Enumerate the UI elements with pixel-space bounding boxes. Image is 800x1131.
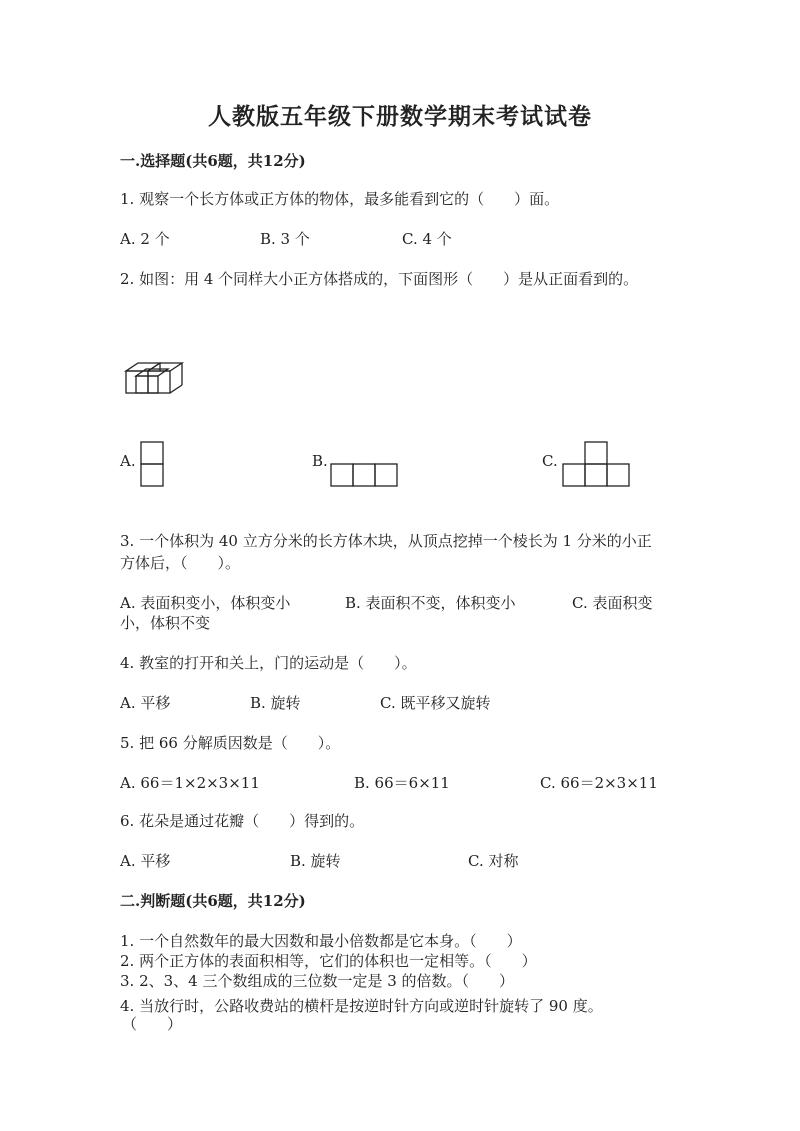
q1-option-a: A. 2 个 xyxy=(120,230,170,248)
q3-option-b: B. 表面积不变，体积变小 xyxy=(345,594,516,612)
q4-option-b: B. 旋转 xyxy=(250,694,301,712)
q3-text-line2: 方体后，（ ）。 xyxy=(120,554,241,572)
page-title: 人教版五年级下册数学期末考试试卷 xyxy=(208,103,592,130)
q6-option-a: A. 平移 xyxy=(120,852,171,870)
judge-item-3: 3. 2、3、4 三个数组成的三位数一定是 3 的倍数。（ ） xyxy=(120,972,515,990)
section1-heading: 一.选择题(共6题，共12分) xyxy=(120,152,306,170)
q3-text-line1: 3. 一个体积为 40 立方分米的长方体木块，从顶点挖掉一个棱长为 1 分米的小正 xyxy=(120,532,652,550)
section2-heading: 二.判断题(共6题，共12分) xyxy=(120,892,306,910)
q2-option-a: A. xyxy=(120,452,136,470)
q3-option-a: A. 表面积变小，体积变小 xyxy=(120,594,291,612)
q1-option-c: C. 4 个 xyxy=(402,230,452,248)
q5-option-c: C. 66＝2×3×11 xyxy=(540,774,658,792)
q2-option-a-figure xyxy=(140,440,166,488)
q1-option-b: B. 3 个 xyxy=(260,230,310,248)
q1-text: 1. 观察一个长方体或正方体的物体，最多能看到它的（ ）面。 xyxy=(120,190,560,208)
q5-option-a: A. 66＝1×2×3×11 xyxy=(120,774,260,792)
q5-text: 5. 把 66 分解质因数是（ ）。 xyxy=(120,734,341,752)
judge-item-1: 1. 一个自然数年的最大因数和最小倍数都是它本身。（ ） xyxy=(120,932,522,950)
q2-option-b: B. xyxy=(312,452,328,470)
cube-stack-figure xyxy=(122,360,188,400)
q4-option-a: A. 平移 xyxy=(120,694,171,712)
q6-text: 6. 花朵是通过花瓣（ ）得到的。 xyxy=(120,812,365,830)
q4-text: 4. 教室的打开和关上，门的运动是（ ）。 xyxy=(120,654,417,672)
judge-item-4-paren: （ ） xyxy=(122,1015,183,1033)
q2-option-b-figure xyxy=(330,462,398,488)
q6-option-b: B. 旋转 xyxy=(290,852,341,870)
q2-question: 2. 如图：用 4 个同样大小正方体搭成的，下面图形（ ）是从正面看到的。 xyxy=(120,270,639,288)
q4-option-c: C. 既平移又旋转 xyxy=(380,694,491,712)
q3-option-c: C. 表面积变 xyxy=(572,594,653,612)
q2-option-c-figure xyxy=(562,440,630,488)
judge-item-2: 2. 两个正方体的表面积相等，它们的体积也一定相等。（ ） xyxy=(120,952,537,970)
q6-option-c: C. 对称 xyxy=(468,852,519,870)
q5-option-b: B. 66＝6×11 xyxy=(354,774,450,792)
judge-item-4: 4. 当放行时，公路收费站的横杆是按逆时针方向或逆时针旋转了 90 度。 xyxy=(120,997,603,1015)
q2-option-c: C. xyxy=(542,452,558,470)
q3-option-c-cont: 小，体积不变 xyxy=(120,614,211,632)
